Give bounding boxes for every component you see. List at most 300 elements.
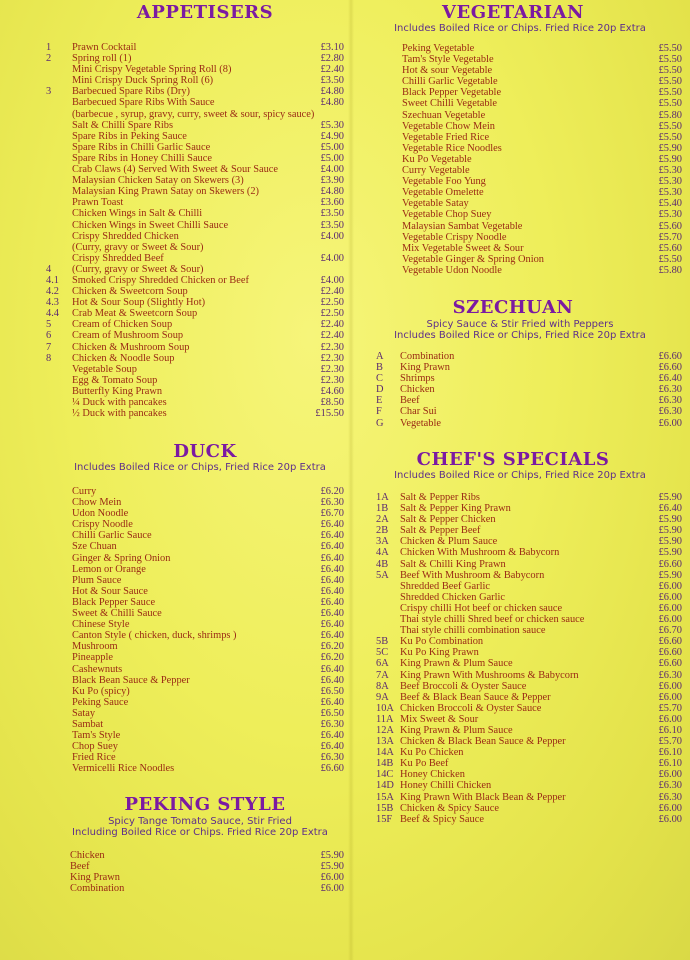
menu-item bbox=[46, 231, 346, 242]
menu-item bbox=[376, 658, 686, 669]
menu-item bbox=[376, 592, 686, 603]
item-number: 15A bbox=[376, 791, 394, 803]
item-price: £6.30 bbox=[320, 497, 344, 509]
item-price: £5.50 bbox=[658, 43, 682, 54]
menu-item bbox=[376, 43, 686, 54]
item-name: Black Pepper Sauce bbox=[72, 596, 156, 608]
item-price: £6.00 bbox=[658, 602, 682, 614]
item-number: 1 bbox=[46, 42, 52, 53]
szechuan-subtitle-2: Includes Boiled Rice or Chips, Fried Rice 20p Extra bbox=[394, 330, 646, 341]
item-name: Barbecued Spare Ribs With Sauce bbox=[72, 97, 215, 109]
item-number: 9A bbox=[376, 691, 389, 703]
item-name: King Prawn With Black Bean & Pepper bbox=[400, 791, 566, 803]
menu-item bbox=[376, 725, 686, 736]
item-name: Sweet Chilli Vegetable bbox=[402, 98, 498, 110]
item-price: £6.30 bbox=[658, 669, 682, 681]
menu-item bbox=[376, 54, 686, 65]
item-name: (Curry, gravy or Sweet & Sour) bbox=[72, 241, 204, 253]
item-price: £4.90 bbox=[320, 130, 344, 142]
item-price: £5.90 bbox=[658, 569, 682, 581]
item-price: £5.30 bbox=[658, 209, 682, 221]
menu-item bbox=[376, 503, 686, 514]
menu-item bbox=[376, 581, 686, 592]
item-name: Ku Po Vegetable bbox=[402, 153, 472, 165]
menu-item bbox=[376, 165, 686, 176]
item-price: £5.50 bbox=[658, 120, 682, 132]
item-name: (Curry, gravy or Sweet & Sour) bbox=[72, 263, 204, 275]
item-price: £2.40 bbox=[320, 319, 344, 331]
menu-item bbox=[46, 697, 346, 708]
item-name: Salt & Pepper King Prawn bbox=[400, 503, 511, 515]
item-name: Crispy Shredded Chicken bbox=[72, 230, 179, 242]
item-name: Pineapple bbox=[72, 652, 113, 664]
item-price: £5.30 bbox=[320, 119, 344, 131]
item-name: Chow Mein bbox=[72, 497, 122, 509]
item-name: Vegetable Rice Noodles bbox=[402, 142, 502, 154]
item-name: Canton Style ( chicken, duck, shrimps ) bbox=[72, 630, 237, 642]
menu-item bbox=[46, 763, 346, 774]
item-price: £5.00 bbox=[320, 152, 344, 164]
item-name: Ku Po Chicken bbox=[400, 747, 464, 759]
item-name: Malaysian King Prawn Satay on Skewers (2) bbox=[72, 186, 259, 198]
item-name: Mix Sweet & Sour bbox=[400, 713, 479, 725]
item-price: £5.30 bbox=[658, 176, 682, 188]
item-name: Vegetable Chop Suey bbox=[402, 209, 492, 221]
menu-item bbox=[46, 652, 346, 663]
item-price: £6.10 bbox=[658, 758, 682, 770]
item-name: Sze Chuan bbox=[72, 541, 117, 553]
menu-item bbox=[46, 752, 346, 763]
item-price: £6.60 bbox=[658, 362, 682, 374]
item-name: Combination bbox=[70, 883, 125, 895]
item-price: £6.40 bbox=[658, 373, 682, 385]
item-name: Chicken & Spicy Sauce bbox=[400, 802, 499, 814]
menu-item bbox=[376, 98, 686, 109]
menu-item bbox=[376, 76, 686, 87]
item-number: B bbox=[376, 362, 383, 374]
item-name: Malaysian Sambat Vegetable bbox=[402, 220, 523, 232]
menu-item bbox=[376, 143, 686, 154]
item-price: £6.60 bbox=[320, 763, 344, 775]
item-name: Crispy chilli Hot beef or chicken sauce bbox=[400, 602, 563, 614]
menu-item bbox=[46, 264, 346, 275]
menu-item bbox=[46, 397, 346, 408]
item-price: £2.30 bbox=[320, 341, 344, 353]
item-name: Hot & Sour Sauce bbox=[72, 585, 148, 597]
menu-item bbox=[376, 803, 686, 814]
item-name: Vermicelli Rice Noodles bbox=[72, 763, 175, 775]
item-name: Spare Ribs in Peking Sauce bbox=[72, 130, 187, 142]
item-price: £6.20 bbox=[320, 641, 344, 653]
item-name: Tam's Style bbox=[72, 730, 121, 742]
menu-item bbox=[376, 780, 686, 791]
item-name: Salt & Chilli King Prawn bbox=[400, 558, 506, 570]
item-name: King Prawn bbox=[70, 872, 120, 884]
menu-item bbox=[376, 384, 686, 395]
menu-item bbox=[376, 221, 686, 232]
item-price: £5.90 bbox=[658, 514, 682, 526]
item-name: Peking Vegetable bbox=[402, 43, 475, 54]
vegetarian-title: VEGETARIAN bbox=[442, 2, 584, 23]
menu-item bbox=[376, 198, 686, 209]
menu-item bbox=[376, 625, 686, 636]
item-price: £3.60 bbox=[320, 197, 344, 209]
menu-item bbox=[376, 758, 686, 769]
menu-item bbox=[46, 208, 346, 219]
item-name: Crispy Noodle bbox=[72, 519, 133, 531]
menu-item bbox=[46, 664, 346, 675]
item-name: Vegetable Ginger & Spring Onion bbox=[402, 253, 544, 265]
item-name: Vegetable Foo Yung bbox=[402, 176, 486, 188]
item-name: Honey Chilli Chicken bbox=[400, 780, 492, 792]
item-price: £6.40 bbox=[320, 619, 344, 631]
item-number: 10A bbox=[376, 702, 394, 714]
menu-item bbox=[46, 53, 346, 64]
menu-item bbox=[46, 586, 346, 597]
item-name: Chicken & Mushroom Soup bbox=[72, 341, 190, 353]
item-number: A bbox=[376, 351, 384, 362]
item-price: £5.80 bbox=[658, 264, 682, 276]
item-name: Beef bbox=[70, 861, 90, 873]
item-price: £5.70 bbox=[658, 736, 682, 748]
item-name: Szechuan Vegetable bbox=[402, 109, 486, 121]
menu-item bbox=[46, 353, 346, 364]
menu-item bbox=[376, 395, 686, 406]
item-number: 4B bbox=[376, 558, 389, 570]
item-number: E bbox=[376, 395, 383, 407]
menu-item bbox=[376, 492, 686, 503]
item-number: 1B bbox=[376, 503, 389, 515]
menu-item bbox=[376, 243, 686, 254]
item-price: £4.60 bbox=[320, 385, 344, 397]
item-name: Mix Vegetable Sweet & Sour bbox=[402, 242, 524, 254]
item-price: £6.40 bbox=[320, 674, 344, 686]
item-name: Curry bbox=[72, 486, 97, 497]
item-price: £6.40 bbox=[320, 552, 344, 564]
item-number: 2 bbox=[46, 53, 52, 65]
item-name: Salt & Pepper Ribs bbox=[400, 492, 480, 503]
menu-item bbox=[46, 142, 346, 153]
item-price: £6.00 bbox=[658, 614, 682, 626]
item-name: Shrimps bbox=[400, 373, 435, 385]
item-name: Vegetable Fried Rice bbox=[402, 131, 490, 143]
item-name: Barbecued Spare Ribs (Dry) bbox=[72, 86, 191, 98]
item-name: Spare Ribs in Chilli Garlic Sauce bbox=[72, 141, 211, 153]
item-price: £3.10 bbox=[320, 42, 344, 53]
menu-item bbox=[46, 497, 346, 508]
item-price: £6.10 bbox=[658, 724, 682, 736]
item-name: King Prawn & Plum Sauce bbox=[400, 724, 513, 736]
item-name: Beef Broccoli & Oyster Sauce bbox=[400, 680, 527, 692]
menu-item bbox=[46, 286, 346, 297]
item-number: 5C bbox=[376, 647, 389, 659]
item-price: £6.60 bbox=[658, 351, 682, 362]
item-name: Crispy Shredded Beef bbox=[72, 252, 164, 264]
item-name: Plum Sauce bbox=[72, 574, 122, 586]
item-price: £5.60 bbox=[658, 220, 682, 232]
menu-item bbox=[46, 275, 346, 286]
item-price: £6.40 bbox=[320, 663, 344, 675]
item-price: £5.50 bbox=[658, 131, 682, 143]
item-name: Satay bbox=[72, 707, 96, 719]
item-price: £5.60 bbox=[658, 242, 682, 254]
item-number: 13A bbox=[376, 736, 394, 748]
chefs-list bbox=[376, 492, 686, 825]
menu-item bbox=[46, 186, 346, 197]
item-price: £6.30 bbox=[658, 384, 682, 396]
item-number: D bbox=[376, 384, 384, 396]
menu-item bbox=[46, 619, 346, 630]
item-number: 4.1 bbox=[46, 274, 59, 286]
peking-subtitle-1: Spicy Tange Tomato Sauce, Stir Fried bbox=[108, 816, 292, 827]
item-number: 14D bbox=[376, 780, 394, 792]
item-name: Chilli Garlic Sauce bbox=[72, 530, 152, 542]
menu-item bbox=[46, 375, 346, 386]
duck-list bbox=[46, 486, 346, 774]
menu-item bbox=[46, 164, 346, 175]
menu-item bbox=[376, 792, 686, 803]
item-price: £6.30 bbox=[320, 752, 344, 764]
item-number: 5A bbox=[376, 569, 389, 581]
item-price: £6.40 bbox=[320, 563, 344, 575]
item-number: 4.4 bbox=[46, 308, 59, 320]
item-name: Chicken Wings in Sweet Chilli Sauce bbox=[72, 219, 229, 231]
item-name: Vegetable Udon Noodle bbox=[402, 264, 502, 276]
item-name: Lemon or Orange bbox=[72, 563, 146, 575]
item-number: 15F bbox=[376, 813, 393, 825]
item-name: Ku Po Beef bbox=[400, 758, 449, 770]
item-price: £5.90 bbox=[320, 850, 344, 861]
menu-item bbox=[46, 486, 346, 497]
item-name: Salt & Chilli Spare Ribs bbox=[72, 119, 174, 131]
item-price: £5.70 bbox=[658, 231, 682, 243]
item-price: £4.00 bbox=[320, 230, 344, 242]
menu-item bbox=[46, 153, 346, 164]
item-price: £4.80 bbox=[320, 86, 344, 98]
menu-item bbox=[46, 730, 346, 741]
menu-item bbox=[46, 675, 346, 686]
item-price: £6.00 bbox=[658, 802, 682, 814]
menu-item bbox=[46, 872, 346, 883]
item-price: £6.30 bbox=[658, 780, 682, 792]
item-number: 3A bbox=[376, 536, 389, 548]
menu-item bbox=[46, 630, 346, 641]
item-number: 4A bbox=[376, 547, 389, 559]
item-number: 12A bbox=[376, 724, 394, 736]
item-price: £5.50 bbox=[658, 98, 682, 110]
item-name: Vegetable Satay bbox=[402, 198, 469, 210]
menu-item bbox=[376, 769, 686, 780]
menu-item bbox=[376, 406, 686, 417]
menu-item bbox=[46, 519, 346, 530]
menu-item bbox=[376, 603, 686, 614]
item-price: £2.40 bbox=[320, 286, 344, 298]
menu-item bbox=[46, 42, 346, 53]
item-number: 2A bbox=[376, 514, 389, 526]
item-price: £2.40 bbox=[320, 330, 344, 342]
item-name: Crab Claws (4) Served With Sweet & Sour Sauce bbox=[72, 164, 279, 176]
item-number: G bbox=[376, 417, 384, 429]
menu-item bbox=[46, 708, 346, 719]
item-number: 5B bbox=[376, 636, 389, 648]
menu-item bbox=[46, 408, 346, 419]
item-name: King Prawn With Mushrooms & Babycorn bbox=[400, 669, 579, 681]
menu-item bbox=[376, 110, 686, 121]
item-name: ½ Duck with pancakes bbox=[72, 408, 167, 420]
item-name: Malaysian Chicken Satay on Skewers (3) bbox=[72, 175, 244, 187]
item-price: £5.90 bbox=[658, 142, 682, 154]
item-price: £6.40 bbox=[320, 630, 344, 642]
menu-item bbox=[46, 97, 346, 108]
menu-item bbox=[376, 747, 686, 758]
menu-item bbox=[376, 418, 686, 429]
menu-item bbox=[46, 719, 346, 730]
item-price: £6.10 bbox=[658, 747, 682, 759]
item-name: Sweet & Chilli Sauce bbox=[72, 608, 162, 620]
item-name: Smoked Crispy Shredded Chicken or Beef bbox=[72, 274, 249, 286]
menu-item bbox=[46, 741, 346, 752]
duck-title: DUCK bbox=[173, 441, 237, 462]
item-price: £3.50 bbox=[320, 75, 344, 87]
item-name: Thai style chilli Shred beef or chicken sauce bbox=[400, 614, 585, 626]
menu-item bbox=[46, 686, 346, 697]
item-name: Chicken & Black Bean Sauce & Pepper bbox=[400, 736, 566, 748]
menu-item bbox=[376, 232, 686, 243]
item-price: £6.00 bbox=[658, 591, 682, 603]
item-price: £6.30 bbox=[658, 395, 682, 407]
item-price: £6.50 bbox=[320, 685, 344, 697]
item-price: £6.40 bbox=[320, 530, 344, 542]
item-number: F bbox=[376, 406, 382, 418]
item-name: Black Bean Sauce & Pepper bbox=[72, 674, 190, 686]
peking-title: PEKING STYLE bbox=[124, 794, 286, 815]
item-name: Chilli Garlic Vegetable bbox=[402, 76, 498, 88]
item-price: £3.50 bbox=[320, 219, 344, 231]
item-name: Salt & Pepper Beef bbox=[400, 525, 481, 537]
item-price: £2.30 bbox=[320, 363, 344, 375]
menu-item bbox=[46, 297, 346, 308]
item-name: Vegetable Omelette bbox=[402, 187, 484, 199]
item-price: £5.90 bbox=[658, 492, 682, 503]
item-name: Black Pepper Vegetable bbox=[402, 87, 502, 99]
item-number: 1A bbox=[376, 492, 389, 503]
item-name: Chicken & Sweetcorn Soup bbox=[72, 286, 188, 298]
item-price: £6.00 bbox=[658, 691, 682, 703]
item-price: £15.50 bbox=[315, 408, 344, 420]
menu-item bbox=[46, 553, 346, 564]
item-price: £5.30 bbox=[658, 165, 682, 177]
item-name: Chop Suey bbox=[72, 741, 118, 753]
item-price: £6.00 bbox=[658, 813, 682, 825]
item-price: £6.40 bbox=[320, 741, 344, 753]
item-name: Combination bbox=[400, 351, 455, 362]
menu-item bbox=[46, 508, 346, 519]
item-name: Butterfly King Prawn bbox=[72, 385, 163, 397]
menu-item bbox=[46, 850, 346, 861]
item-number: 2B bbox=[376, 525, 389, 537]
item-name: Vegetable Soup bbox=[72, 363, 137, 375]
item-price: £5.90 bbox=[658, 536, 682, 548]
item-name: Shredded Chicken Garlic bbox=[400, 591, 506, 603]
item-name: Udon Noodle bbox=[72, 508, 129, 520]
menu-item bbox=[376, 209, 686, 220]
item-price: £5.90 bbox=[658, 547, 682, 559]
menu-item bbox=[46, 131, 346, 142]
appetisers-list bbox=[46, 42, 346, 419]
appetisers-title: APPETISERS bbox=[136, 2, 274, 23]
menu-item bbox=[46, 308, 346, 319]
item-number: 14A bbox=[376, 747, 394, 759]
item-number: 14C bbox=[376, 769, 394, 781]
menu-item bbox=[376, 525, 686, 536]
item-price: £2.40 bbox=[320, 64, 344, 76]
item-number: 14B bbox=[376, 758, 394, 770]
menu-item bbox=[46, 386, 346, 397]
menu-item bbox=[46, 883, 346, 894]
item-name: Beef bbox=[400, 395, 420, 407]
item-price: £6.50 bbox=[320, 707, 344, 719]
item-name: Chinese Style bbox=[72, 619, 130, 631]
item-price: £6.40 bbox=[320, 574, 344, 586]
menu-item bbox=[376, 121, 686, 132]
item-name: Egg & Tomato Soup bbox=[72, 374, 158, 386]
item-price: £8.50 bbox=[320, 397, 344, 408]
item-name: (barbecue , syrup, gravy, curry, sweet & sour, spicy sauce) bbox=[72, 108, 315, 120]
item-name: Beef & Black Bean Sauce & Pepper bbox=[400, 691, 551, 703]
item-name: Shredded Beef Garlic bbox=[400, 580, 491, 592]
vegetarian-list bbox=[376, 43, 686, 276]
item-name: Thai style chilli combination sauce bbox=[400, 625, 546, 637]
item-price: £6.20 bbox=[320, 652, 344, 664]
item-price: £6.00 bbox=[658, 417, 682, 429]
menu-item bbox=[46, 530, 346, 541]
item-price: £5.50 bbox=[658, 54, 682, 66]
item-price: £6.40 bbox=[320, 585, 344, 597]
item-price: £6.00 bbox=[658, 580, 682, 592]
item-price: £6.40 bbox=[320, 696, 344, 708]
szechuan-title: SZECHUAN bbox=[452, 297, 574, 318]
menu-item bbox=[46, 253, 346, 264]
item-price: £6.40 bbox=[320, 519, 344, 531]
item-price: £2.30 bbox=[320, 352, 344, 364]
item-price: £6.20 bbox=[320, 486, 344, 497]
menu-item bbox=[46, 608, 346, 619]
item-name: Cashewnuts bbox=[72, 663, 123, 675]
item-name: Chicken Wings in Salt & Chilli bbox=[72, 208, 203, 220]
item-name: Ginger & Spring Onion bbox=[72, 552, 171, 564]
menu-item bbox=[376, 65, 686, 76]
item-number: 8A bbox=[376, 680, 389, 692]
menu-item bbox=[376, 570, 686, 581]
item-name: Beef & Spicy Sauce bbox=[400, 813, 484, 825]
item-price: £6.40 bbox=[320, 730, 344, 742]
item-name: Peking Sauce bbox=[72, 696, 129, 708]
item-price: £5.50 bbox=[658, 87, 682, 99]
item-number: 15B bbox=[376, 802, 394, 814]
item-name: Hot & sour Vegetable bbox=[402, 65, 493, 77]
item-name: Vegetable Chow Mein bbox=[402, 120, 495, 132]
item-price: £5.70 bbox=[658, 702, 682, 714]
item-name: ¼ Duck with pancakes bbox=[72, 397, 167, 408]
item-name: Vegetable bbox=[400, 417, 441, 429]
item-price: £5.50 bbox=[658, 76, 682, 88]
item-name: Curry Vegetable bbox=[402, 165, 470, 177]
item-number: 3 bbox=[46, 86, 52, 98]
item-number: 7 bbox=[46, 341, 52, 353]
menu-item bbox=[376, 154, 686, 165]
menu-item bbox=[46, 197, 346, 208]
item-number: 5 bbox=[46, 319, 52, 331]
